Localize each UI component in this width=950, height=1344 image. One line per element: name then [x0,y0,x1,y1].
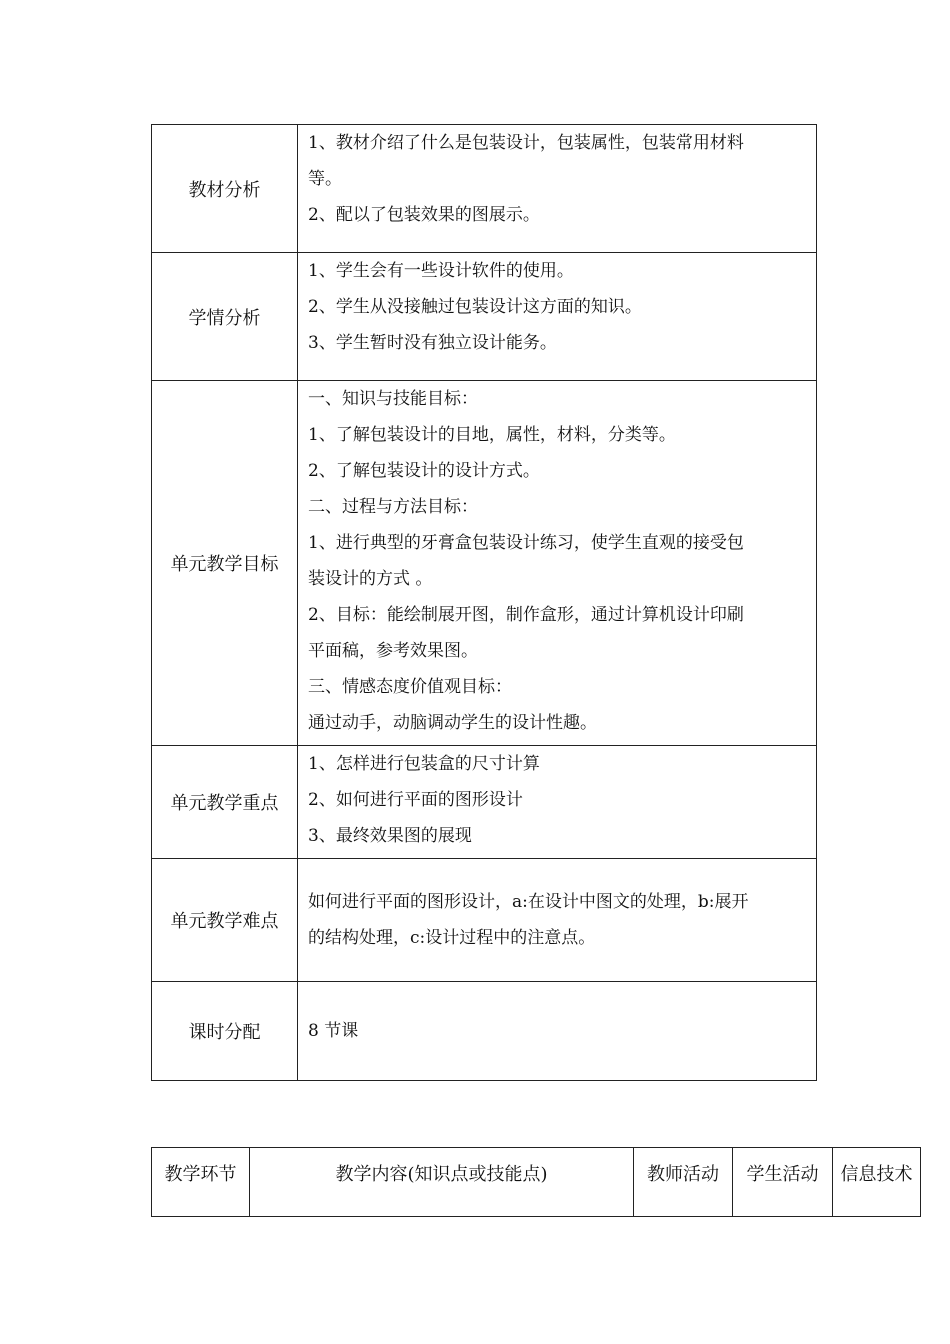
content-line: 通过动手，动脑调动学生的设计性趣。 [308,713,597,733]
column-header: 学生活动 [733,1148,833,1217]
content-line: 2、了解包装设计的设计方式。 [308,461,540,481]
content-line: 1、教材介绍了什么是包装设计，包装属性，包装常用材料 [308,133,744,153]
table-row [152,253,817,381]
content-line: 1、进行典型的牙膏盒包装设计练习，使学生直观的接受包 [308,533,744,553]
column-header: 教师活动 [634,1148,733,1217]
row-label: 单元教学目标 [152,381,298,746]
table-row [152,982,817,1081]
content-line: 1、学生会有一些设计软件的使用。 [308,261,574,281]
content-line: 3、最终效果图的展现 [308,826,472,846]
content-line: 等。 [308,169,342,189]
row-content [298,381,817,746]
content-line: 二、过程与方法目标： [308,497,478,517]
row-label: 学情分析 [152,253,298,381]
row-label: 教材分析 [152,125,298,253]
table-row [152,859,817,982]
content-line: 2、学生从没接触过包装设计这方面的知识。 [308,297,642,317]
column-header: 教学环节 [152,1148,250,1217]
table-row [152,381,817,746]
lesson-header-table [151,1147,921,1217]
content-line: 的结构处理，c:设计过程中的注意点。 [308,928,596,948]
content-line: 如何进行平面的图形设计，a:在设计中图文的处理，b:展开 [308,892,749,912]
column-header: 信息技术 [833,1148,921,1217]
row-content [298,859,817,982]
content-line: 2、如何进行平面的图形设计 [308,790,523,810]
content-line: 2、目标：能绘制展开图，制作盒形，通过计算机设计印刷 [308,605,744,625]
content-line: 2、配以了包装效果的图展示。 [308,205,540,225]
content-line: 装设计的方式 。 [308,569,433,589]
row-content [298,125,817,253]
unit-overview-table [151,124,817,1081]
row-label: 课时分配 [152,982,298,1081]
row-content [298,253,817,381]
table-row [152,125,817,253]
content-line: 3、学生暂时没有独立设计能务。 [308,333,557,353]
content-line: 1、怎样进行包装盒的尺寸计算 [308,754,540,774]
row-label: 单元教学重点 [152,746,298,859]
row-content [298,982,817,1081]
row-label: 单元教学难点 [152,859,298,982]
content-line: 1、了解包装设计的目地，属性，材料，分类等。 [308,425,676,445]
content-line: 一、知识与技能目标： [308,389,478,409]
row-content [298,746,817,859]
table-header-row [152,1148,921,1217]
content-line: 平面稿，参考效果图。 [308,641,478,661]
table-row [152,746,817,859]
content-line: 8 节课 [308,1021,359,1041]
content-line: 三、情感态度价值观目标： [308,677,512,697]
column-header: 教学内容(知识点或技能点) [250,1148,634,1217]
